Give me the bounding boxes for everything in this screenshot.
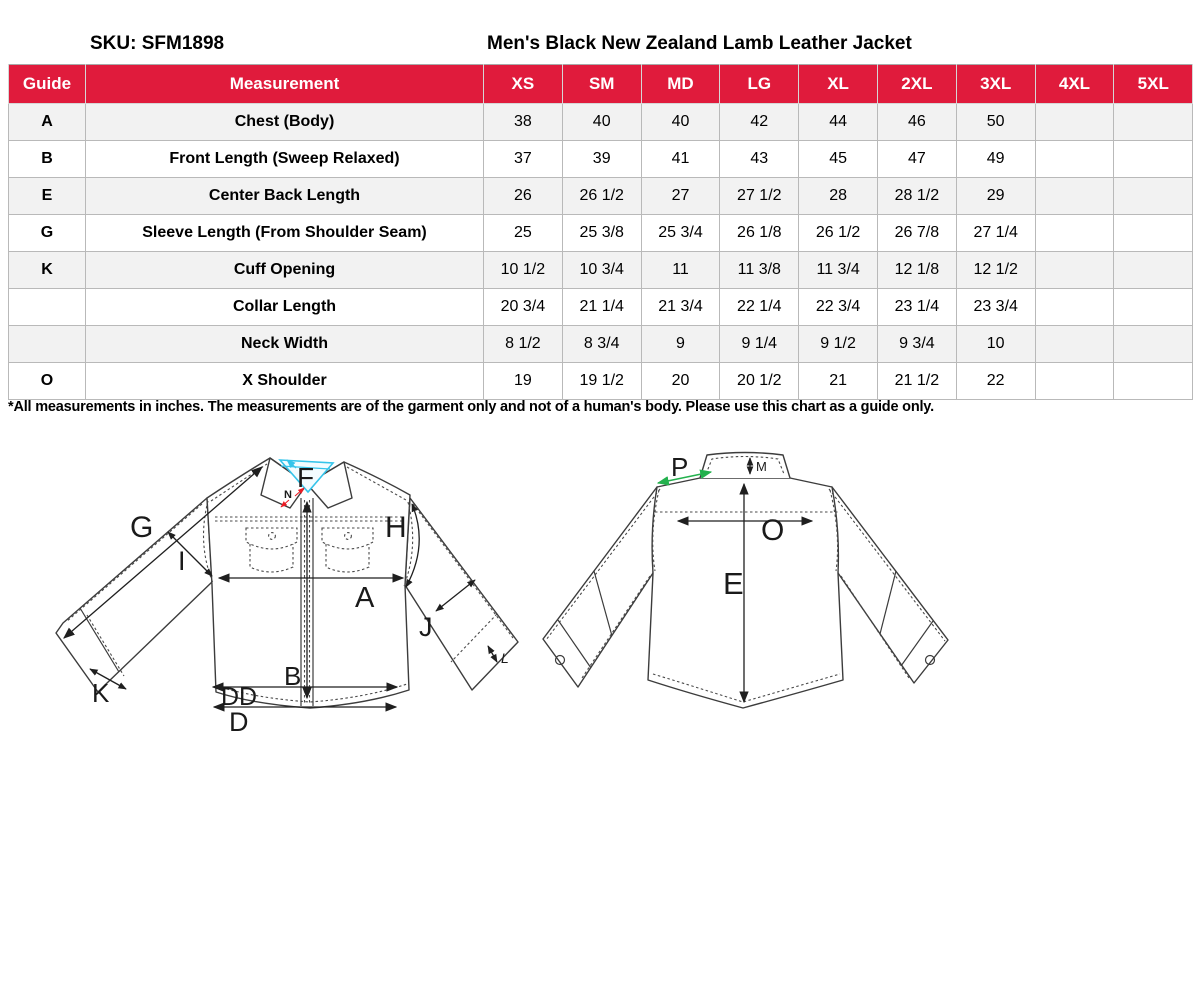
size-value-cell: 40 [641, 104, 720, 141]
size-value-cell: 41 [641, 141, 720, 178]
label-j: J [419, 612, 433, 642]
table-row [9, 141, 1193, 178]
size-value-cell: 45 [799, 141, 878, 178]
size-value-cell [1035, 326, 1114, 363]
size-value-cell: 21 1/4 [562, 289, 641, 326]
size-value-cell: 26 1/2 [799, 215, 878, 252]
table-row [9, 363, 1193, 400]
size-value-cell: 26 7/8 [877, 215, 956, 252]
size-value-cell [1114, 178, 1193, 215]
column-header-xl: XL [799, 65, 878, 104]
size-value-cell: 22 3/4 [799, 289, 878, 326]
label-h: H [385, 511, 407, 544]
size-value-cell: 20 3/4 [484, 289, 563, 326]
size-value-cell: 37 [484, 141, 563, 178]
column-header-xs: XS [484, 65, 563, 104]
jacket-diagram-svg [0, 440, 1200, 770]
measurement-name-cell: Neck Width [86, 326, 484, 363]
size-value-cell: 11 3/4 [799, 252, 878, 289]
size-value-cell: 47 [877, 141, 956, 178]
size-value-cell: 21 1/2 [877, 363, 956, 400]
label-p: P [671, 452, 689, 482]
guide-cell: K [9, 252, 86, 289]
size-value-cell: 8 1/2 [484, 326, 563, 363]
table-row [9, 104, 1193, 141]
size-table-container [8, 64, 1192, 400]
table-row [9, 178, 1193, 215]
label-f: F [297, 462, 315, 493]
label-n: N [284, 489, 292, 501]
size-value-cell [1114, 326, 1193, 363]
measurement-name-cell: Cuff Opening [86, 252, 484, 289]
label-k: K [92, 678, 110, 708]
size-value-cell: 21 [799, 363, 878, 400]
size-value-cell: 9 3/4 [877, 326, 956, 363]
size-table-head-row [9, 65, 1193, 104]
size-value-cell: 21 3/4 [641, 289, 720, 326]
measurement-name-cell: Collar Length [86, 289, 484, 326]
size-value-cell: 27 1/2 [720, 178, 799, 215]
size-value-cell [1114, 215, 1193, 252]
label-b: B [284, 661, 302, 691]
size-value-cell: 12 1/2 [956, 252, 1035, 289]
column-header-measurement: Measurement [86, 65, 484, 104]
column-header-5xl: 5XL [1114, 65, 1193, 104]
size-value-cell: 22 [956, 363, 1035, 400]
size-value-cell: 29 [956, 178, 1035, 215]
size-value-cell [1035, 104, 1114, 141]
size-table-body [9, 104, 1193, 400]
size-value-cell: 22 1/4 [720, 289, 799, 326]
label-o: O [761, 514, 785, 547]
label-g: G [130, 511, 154, 544]
column-header-3xl: 3XL [956, 65, 1035, 104]
size-value-cell: 20 1/2 [720, 363, 799, 400]
size-value-cell: 43 [720, 141, 799, 178]
label-dd: DD [221, 683, 258, 711]
size-value-cell [1114, 104, 1193, 141]
column-header-lg: LG [720, 65, 799, 104]
column-header-md: MD [641, 65, 720, 104]
column-header-sm: SM [562, 65, 641, 104]
size-value-cell: 49 [956, 141, 1035, 178]
jacket-measurement-diagram [0, 440, 1200, 770]
label-i: I [178, 546, 186, 576]
table-row [9, 289, 1193, 326]
size-value-cell: 26 1/2 [562, 178, 641, 215]
label-m: M [756, 459, 767, 474]
size-value-cell: 9 1/4 [720, 326, 799, 363]
measurement-name-cell: Sleeve Length (From Shoulder Seam) [86, 215, 484, 252]
measurement-name-cell: Chest (Body) [86, 104, 484, 141]
measurement-name-cell: Front Length (Sweep Relaxed) [86, 141, 484, 178]
size-table [8, 64, 1193, 400]
size-value-cell [1035, 215, 1114, 252]
column-header-4xl: 4XL [1035, 65, 1114, 104]
size-value-cell [1035, 252, 1114, 289]
label-a: A [355, 582, 375, 614]
size-value-cell: 25 3/4 [641, 215, 720, 252]
size-value-cell [1035, 178, 1114, 215]
guide-cell: E [9, 178, 86, 215]
guide-cell: G [9, 215, 86, 252]
table-row [9, 252, 1193, 289]
size-value-cell [1035, 289, 1114, 326]
column-header-guide: Guide [9, 65, 86, 104]
jacket-back-view [543, 452, 948, 708]
guide-cell [9, 289, 86, 326]
label-e: E [723, 566, 744, 601]
product-title: Men's Black New Zealand Lamb Leather Jacket [487, 33, 912, 54]
size-value-cell: 23 1/4 [877, 289, 956, 326]
guide-cell: O [9, 363, 86, 400]
size-value-cell [1114, 141, 1193, 178]
size-value-cell: 19 [484, 363, 563, 400]
size-value-cell: 9 1/2 [799, 326, 878, 363]
jacket-front-view [56, 458, 518, 737]
size-value-cell: 27 1/4 [956, 215, 1035, 252]
size-value-cell: 44 [799, 104, 878, 141]
size-value-cell: 26 [484, 178, 563, 215]
size-value-cell: 9 [641, 326, 720, 363]
size-value-cell: 50 [956, 104, 1035, 141]
size-value-cell: 38 [484, 104, 563, 141]
size-value-cell: 11 3/8 [720, 252, 799, 289]
column-header-2xl: 2XL [877, 65, 956, 104]
table-row [9, 215, 1193, 252]
title-row [0, 33, 1200, 59]
size-value-cell: 28 [799, 178, 878, 215]
size-value-cell: 28 1/2 [877, 178, 956, 215]
size-value-cell [1114, 289, 1193, 326]
guide-cell: A [9, 104, 86, 141]
size-value-cell: 10 1/2 [484, 252, 563, 289]
size-value-cell: 39 [562, 141, 641, 178]
size-value-cell: 20 [641, 363, 720, 400]
measurement-name-cell: Center Back Length [86, 178, 484, 215]
size-value-cell: 10 [956, 326, 1035, 363]
size-value-cell: 11 [641, 252, 720, 289]
size-value-cell: 46 [877, 104, 956, 141]
size-value-cell: 42 [720, 104, 799, 141]
size-value-cell: 26 1/8 [720, 215, 799, 252]
size-value-cell: 25 3/8 [562, 215, 641, 252]
size-value-cell: 27 [641, 178, 720, 215]
label-d: D [229, 707, 249, 737]
size-value-cell [1035, 141, 1114, 178]
size-value-cell: 10 3/4 [562, 252, 641, 289]
size-value-cell [1035, 363, 1114, 400]
guide-cell [9, 326, 86, 363]
size-value-cell [1114, 363, 1193, 400]
size-value-cell: 23 3/4 [956, 289, 1035, 326]
size-value-cell: 19 1/2 [562, 363, 641, 400]
measurement-name-cell: X Shoulder [86, 363, 484, 400]
size-value-cell: 40 [562, 104, 641, 141]
size-value-cell: 25 [484, 215, 563, 252]
label-l: L [501, 650, 509, 666]
size-value-cell [1114, 252, 1193, 289]
table-row [9, 326, 1193, 363]
guide-cell: B [9, 141, 86, 178]
sku-label: SKU: SFM1898 [90, 33, 225, 54]
size-value-cell: 8 3/4 [562, 326, 641, 363]
measurement-note: *All measurements in inches. The measurements are of the garment only and not of a human's body. Please use this chart as a guide only. [8, 399, 934, 415]
size-value-cell: 12 1/8 [877, 252, 956, 289]
